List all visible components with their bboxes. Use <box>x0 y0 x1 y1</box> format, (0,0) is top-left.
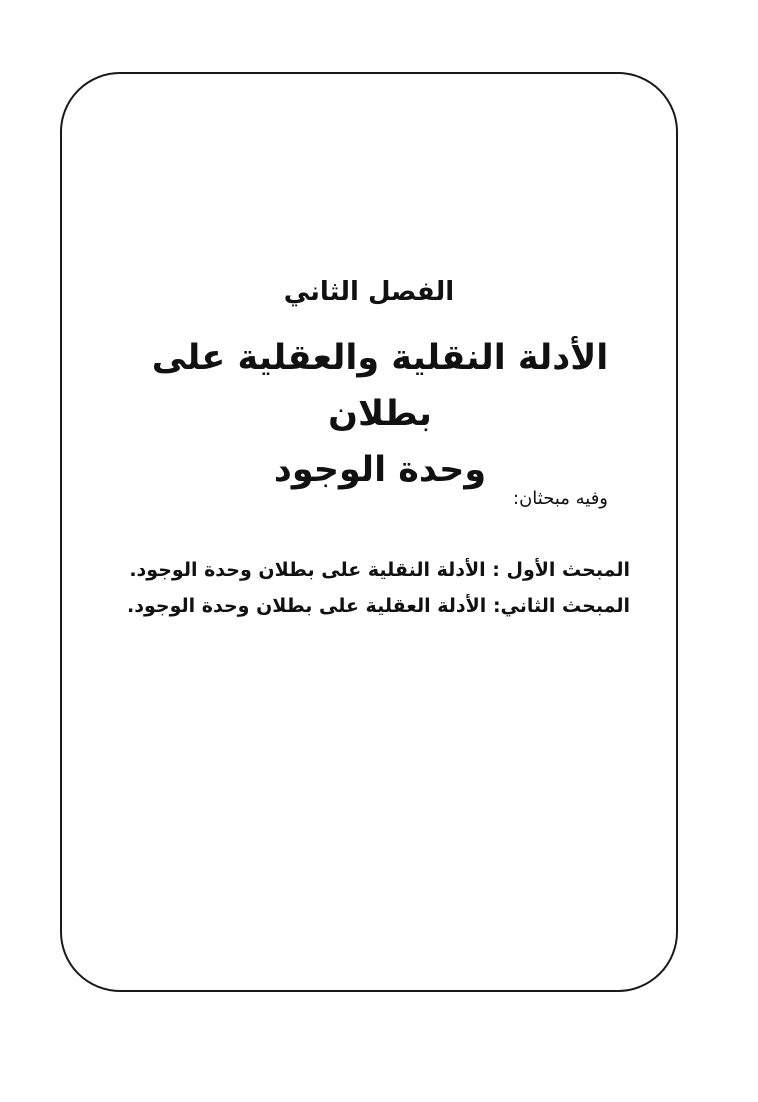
page-border-frame <box>60 72 678 992</box>
section-item-2: المبحث الثاني: الأدلة العقلية على بطلان وحدة الوجود. <box>127 595 630 617</box>
chapter-label: الفصل الثاني <box>283 277 455 307</box>
sections-list <box>127 552 630 624</box>
chapter-title-line-1: الأدلة النقلية والعقلية على بطلان <box>151 338 609 434</box>
intro-text: وفيه مبحثان: <box>513 488 608 509</box>
chapter-title <box>110 330 650 498</box>
chapter-title-line-2: وحدة الوجود <box>273 450 487 490</box>
section-item-1: المبحث الأول : الأدلة النقلية على بطلان وحدة الوجود. <box>129 559 630 581</box>
